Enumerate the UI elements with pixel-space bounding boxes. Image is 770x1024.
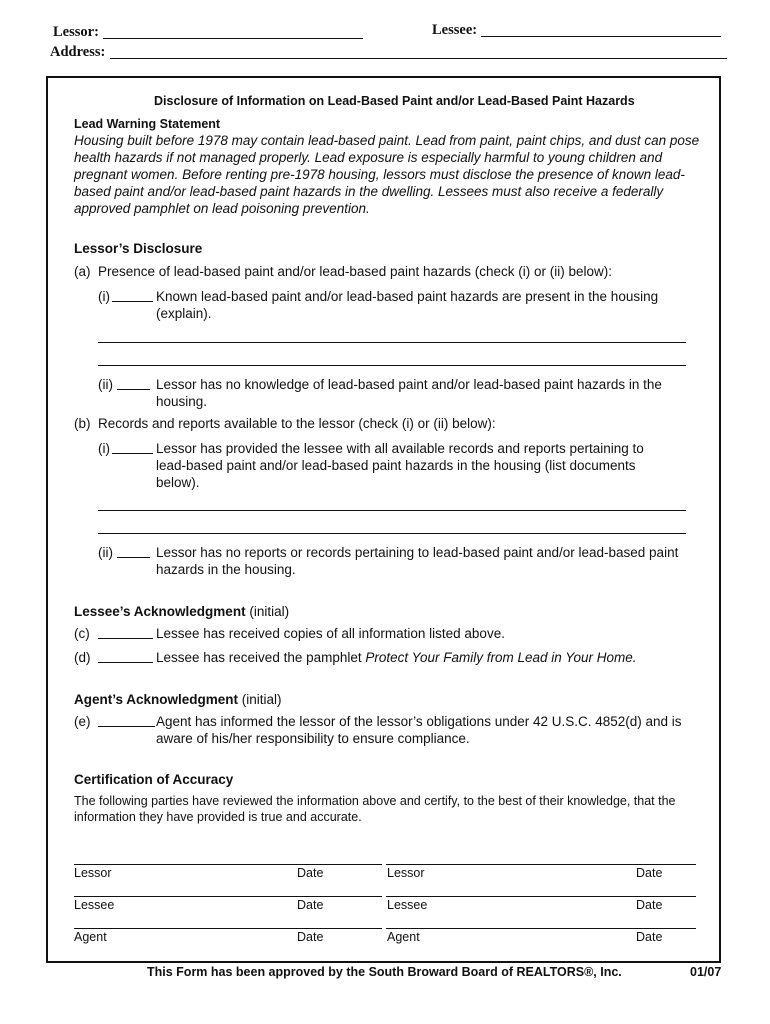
sig-date-label: Date (636, 866, 663, 880)
pamphlet-title: Protect Your Family from Lead in Your Home. (365, 650, 637, 665)
item-b-ii-marker: (ii) (98, 545, 113, 560)
documents-line-1[interactable] (98, 510, 686, 511)
sig-date-label: Date (636, 930, 663, 944)
item-b-i-marker: (i) (98, 441, 110, 456)
item-e-initial-blank[interactable] (98, 726, 155, 727)
item-b-i-check-blank[interactable] (112, 453, 153, 454)
agent-signature-line-left[interactable] (74, 928, 382, 929)
item-a-ii-check-blank[interactable] (117, 389, 150, 390)
item-d-marker: (d) (74, 650, 91, 665)
item-d-initial-blank[interactable] (98, 662, 153, 663)
item-b-marker: (b) (74, 416, 91, 431)
sig-label-lessor-right: Lessor (387, 866, 425, 880)
footer-form-code: 01/07 (690, 965, 722, 979)
form-title: Disclosure of Information on Lead-Based Paint and/or Lead-Based Paint Hazards (154, 94, 635, 108)
lessee-ack-heading-row (74, 603, 289, 620)
address-label: Address: (50, 44, 106, 60)
lessor-label: Lessor: (53, 24, 99, 40)
item-d-text-row (156, 649, 637, 666)
lessee-ack-heading: Lessee’s Acknowledgment (74, 604, 246, 619)
lessee-field[interactable] (481, 36, 721, 37)
lessee-signature-line-right[interactable] (386, 896, 696, 897)
item-a-text: Presence of lead-based paint and/or lead-based paint hazards (check (i) or (ii) below): (98, 264, 613, 279)
agent-ack-suffix: (initial) (241, 692, 282, 707)
warning-text: Housing built before 1978 may contain lead-based paint. Lead from paint, paint chips, and dust can pose health hazards if not managed properly. Lead exposure is especially harmful to young children and pregnant women. Before renting pre-1978 housing, lessors must disclose the presence of known lead-based paint and/or lead-based paint hazards in the dwelling. Lessees must also receive a federally approved pamphlet on lead poisoning prevention. (74, 133, 700, 216)
item-b-ii-check-blank[interactable] (117, 557, 150, 558)
lessee-ack-suffix: (initial) (249, 604, 290, 619)
documents-line-2[interactable] (98, 533, 686, 534)
item-c-marker: (c) (74, 626, 90, 641)
item-a-ii-marker: (ii) (98, 377, 113, 392)
item-a-marker: (a) (74, 264, 91, 279)
sig-label-lessor-left: Lessor (74, 866, 112, 880)
agent-ack-heading: Agent’s Acknowledgment (74, 692, 239, 707)
explain-line-1[interactable] (98, 342, 686, 343)
item-d-text: Lessee has received the pamphlet (156, 650, 362, 665)
lessor-disclosure-heading: Lessor’s Disclosure (74, 241, 203, 256)
item-e-text: Agent has informed the lessor of the lessor’s obligations under 42 U.S.C. 4852(d) and is aware of his/her responsibility to ensure compliance. (156, 714, 682, 746)
sig-date-label: Date (636, 898, 663, 912)
lessee-label: Lessee: (432, 22, 478, 38)
item-e-marker: (e) (74, 714, 91, 729)
sig-date-label: Date (297, 898, 324, 912)
item-c-initial-blank[interactable] (98, 638, 153, 639)
certification-text: The following parties have reviewed the information above and certify, to the best of their knowledge, that the information they have provided is true and accurate. (74, 794, 676, 824)
item-a-i-text: Known lead-based paint and/or lead-based paint hazards are present in the housing (explain). (156, 289, 659, 321)
item-b-i-text: Lessor has provided the lessee with all available records and reports pertaining to lead-based paint and/or lead-based paint hazards in the housing (list documents below). (156, 441, 644, 490)
sig-label-agent-left: Agent (74, 930, 107, 944)
item-a-ii-text: Lessor has no knowledge of lead-based paint and/or lead-based paint hazards in the housing. (156, 377, 662, 409)
lessee-signature-line-left[interactable] (74, 896, 382, 897)
warning-heading: Lead Warning Statement (74, 117, 221, 131)
sig-label-lessee-left: Lessee (74, 898, 115, 912)
item-c-text: Lessee has received copies of all information listed above. (156, 626, 505, 641)
disclosure-form-box (46, 76, 721, 963)
footer-approval-text: This Form has been approved by the South Broward Board of REALTORS®, Inc. (147, 965, 622, 979)
sig-date-label: Date (297, 930, 324, 944)
certification-heading: Certification of Accuracy (74, 772, 234, 787)
lessor-signature-line-left[interactable] (74, 864, 382, 865)
item-b-ii-text: Lessor has no reports or records pertaining to lead-based paint and/or lead-based paint hazards in the housing. (156, 545, 679, 577)
address-field[interactable] (110, 58, 727, 59)
sig-label-lessee-right: Lessee (387, 898, 428, 912)
sig-label-agent-right: Agent (387, 930, 420, 944)
item-a-i-marker: (i) (98, 289, 110, 304)
explain-line-2[interactable] (98, 365, 686, 366)
agent-ack-heading-row (74, 691, 282, 708)
item-a-i-check-blank[interactable] (112, 301, 153, 302)
sig-date-label: Date (297, 866, 324, 880)
lessor-signature-line-right[interactable] (386, 864, 696, 865)
agent-signature-line-right[interactable] (386, 928, 696, 929)
item-b-text: Records and reports available to the lessor (check (i) or (ii) below): (98, 416, 496, 431)
lessor-field[interactable] (103, 38, 363, 39)
